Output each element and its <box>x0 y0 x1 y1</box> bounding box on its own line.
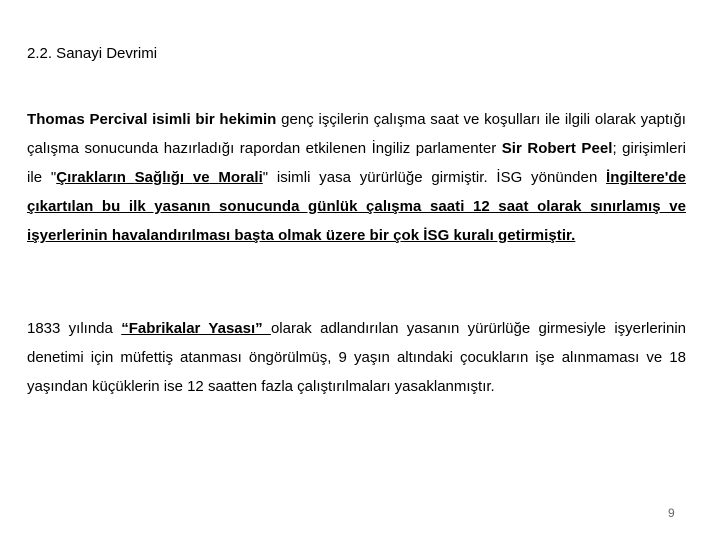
law-name-part: ve <box>192 169 210 186</box>
paragraph-factory-act <box>27 314 686 401</box>
paragraph-text: 1833 yılında <box>27 320 122 337</box>
robert-peel-name: Sir Robert Peel <box>501 140 613 157</box>
law-name-space <box>126 169 135 186</box>
factory-act-name: “Fabrikalar Yasası” <box>121 320 271 337</box>
law-name-part: Morali <box>218 169 263 186</box>
law-result-emphasis: İngiltere'de çıkartılan bu ilk yasanın sonucunda günlük çalışma saati 12 saat olarak sınırlamış ve işyerlerinin havalandırılması başta olmak üzere bir çok İSG kuralı getirmiştir. <box>27 169 687 244</box>
page-number: 9 <box>668 506 675 520</box>
paragraph-text: ; girişimleri ile " <box>27 140 686 186</box>
paragraph-text: olarak adlandırılan yasanın yürürlüğe girmesiyle işyerlerinin denetimi için müfettiş atanması öngörülmüş, 9 yaşın altındaki çocukların işe alınmaması ve 18 yaşından küçüklerin ise 12 saatten fazla çalıştırılmaları yasaklanmıştır. <box>27 320 687 395</box>
paragraph-text: " isimli yasa yürürlüğe girmiştir. İSG yönünden <box>262 169 607 186</box>
law-name-space <box>184 169 193 186</box>
law-name-space <box>210 169 219 186</box>
percival-phrase: Thomas Percival isimli bir hekimin <box>27 111 277 128</box>
paragraph-percival <box>27 105 686 250</box>
section-heading: 2.2. Sanayi Devrimi <box>27 45 158 62</box>
law-name-part: Çırakların <box>56 169 126 186</box>
law-name-part: Sağlığı <box>134 169 185 186</box>
paragraph-text: genç işçilerin çalışma saat ve koşulları ile ilgili olarak yaptığı çalışma sonucunda hazırladığı rapordan etkilenen İngiliz parlamenter <box>27 111 687 157</box>
